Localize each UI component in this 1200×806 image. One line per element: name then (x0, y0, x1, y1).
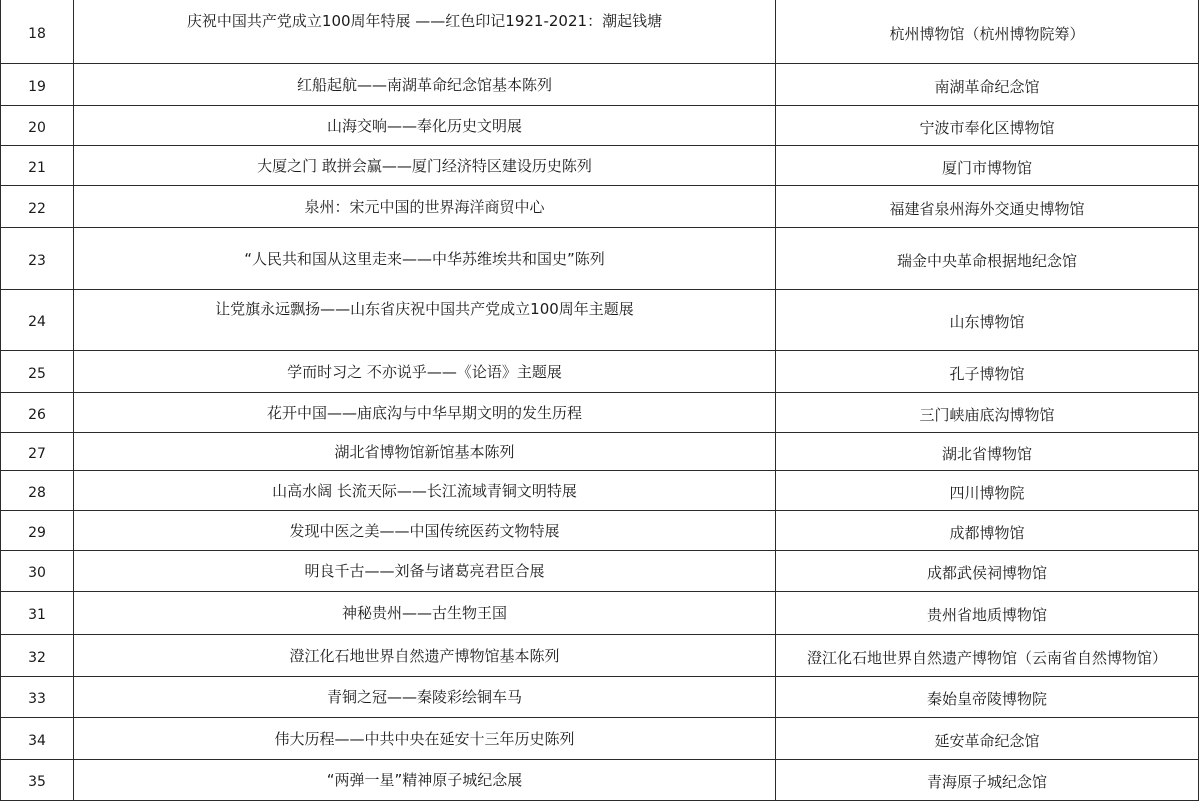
row-number: 27 (1, 433, 74, 471)
venue-name: 宁波市奉化区博物馆 (776, 106, 1199, 146)
row-number: 20 (1, 106, 74, 146)
row-number: 28 (1, 471, 74, 511)
row-number: 18 (1, 0, 74, 64)
exhibition-title: 学而时习之 不亦说乎——《论语》主题展 (74, 351, 776, 393)
row-number: 26 (1, 393, 74, 433)
row-number: 35 (1, 760, 74, 801)
exhibition-title: 明良千古——刘备与诸葛亮君臣合展 (74, 551, 776, 592)
venue-name: 厦门市博物馆 (776, 146, 1199, 186)
exhibition-title: 山海交响——奉化历史文明展 (74, 106, 776, 146)
table-row (1, 290, 1199, 351)
exhibition-title: 大厦之门 敢拼会赢——厦门经济特区建设历史陈列 (74, 146, 776, 186)
row-number: 24 (1, 290, 74, 351)
exhibition-title: 庆祝中国共产党成立100周年特展 ——红色印记1921-2021：潮起钱塘 (74, 0, 776, 64)
table-row (1, 635, 1199, 677)
venue-name: 青海原子城纪念馆 (776, 760, 1199, 801)
venue-name: 三门峡庙底沟博物馆 (776, 393, 1199, 433)
venue-name: 杭州博物馆（杭州博物院筹） (776, 0, 1199, 64)
exhibition-title: 青铜之冠——秦陵彩绘铜车马 (74, 677, 776, 718)
venue-name: 成都武侯祠博物馆 (776, 551, 1199, 592)
table-row (1, 64, 1199, 106)
table-row (1, 351, 1199, 393)
venue-name: 延安革命纪念馆 (776, 718, 1199, 760)
table-row (1, 228, 1199, 290)
table-row (1, 760, 1199, 801)
exhibition-title: “人民共和国从这里走来——中华苏维埃共和国史”陈列 (74, 228, 776, 290)
exhibition-title: 让党旗永远飘扬——山东省庆祝中国共产党成立100周年主题展 (74, 290, 776, 351)
venue-name: 孔子博物馆 (776, 351, 1199, 393)
table-row (1, 677, 1199, 718)
venue-name: 四川博物院 (776, 471, 1199, 511)
table-row (1, 106, 1199, 146)
venue-name: 贵州省地质博物馆 (776, 592, 1199, 635)
exhibition-title: 红船起航——南湖革命纪念馆基本陈列 (74, 64, 776, 106)
row-number: 30 (1, 551, 74, 592)
table-row (1, 0, 1199, 64)
table-row (1, 718, 1199, 760)
venue-name: 湖北省博物馆 (776, 433, 1199, 471)
row-number: 23 (1, 228, 74, 290)
venue-name: 南湖革命纪念馆 (776, 64, 1199, 106)
exhibition-title: 花开中国——庙底沟与中华早期文明的发生历程 (74, 393, 776, 433)
venue-name: 秦始皇帝陵博物院 (776, 677, 1199, 718)
row-number: 19 (1, 64, 74, 106)
table-row (1, 471, 1199, 511)
exhibition-title: 神秘贵州——古生物王国 (74, 592, 776, 635)
exhibition-title: “两弹一星”精神原子城纪念展 (74, 760, 776, 801)
table-row (1, 551, 1199, 592)
venue-name: 成都博物馆 (776, 511, 1199, 551)
row-number: 34 (1, 718, 74, 760)
venue-name: 福建省泉州海外交通史博物馆 (776, 186, 1199, 228)
table-row (1, 393, 1199, 433)
venue-name: 澄江化石地世界自然遗产博物馆（云南省自然博物馆） (776, 635, 1199, 677)
venue-name: 山东博物馆 (776, 290, 1199, 351)
venue-name: 瑞金中央革命根据地纪念馆 (776, 228, 1199, 290)
exhibition-title: 泉州：宋元中国的世界海洋商贸中心 (74, 186, 776, 228)
exhibition-title: 澄江化石地世界自然遗产博物馆基本陈列 (74, 635, 776, 677)
row-number: 25 (1, 351, 74, 393)
exhibition-title: 伟大历程——中共中央在延安十三年历史陈列 (74, 718, 776, 760)
row-number: 32 (1, 635, 74, 677)
exhibition-title: 湖北省博物馆新馆基本陈列 (74, 433, 776, 471)
exhibition-title: 山高水阔 长流天际——长江流域青铜文明特展 (74, 471, 776, 511)
table-row (1, 433, 1199, 471)
row-number: 21 (1, 146, 74, 186)
row-number: 31 (1, 592, 74, 635)
table-row (1, 186, 1199, 228)
row-number: 29 (1, 511, 74, 551)
table-row (1, 511, 1199, 551)
table-row (1, 592, 1199, 635)
table-row (1, 146, 1199, 186)
exhibition-title: 发现中医之美——中国传统医药文物特展 (74, 511, 776, 551)
row-number: 22 (1, 186, 74, 228)
row-number: 33 (1, 677, 74, 718)
